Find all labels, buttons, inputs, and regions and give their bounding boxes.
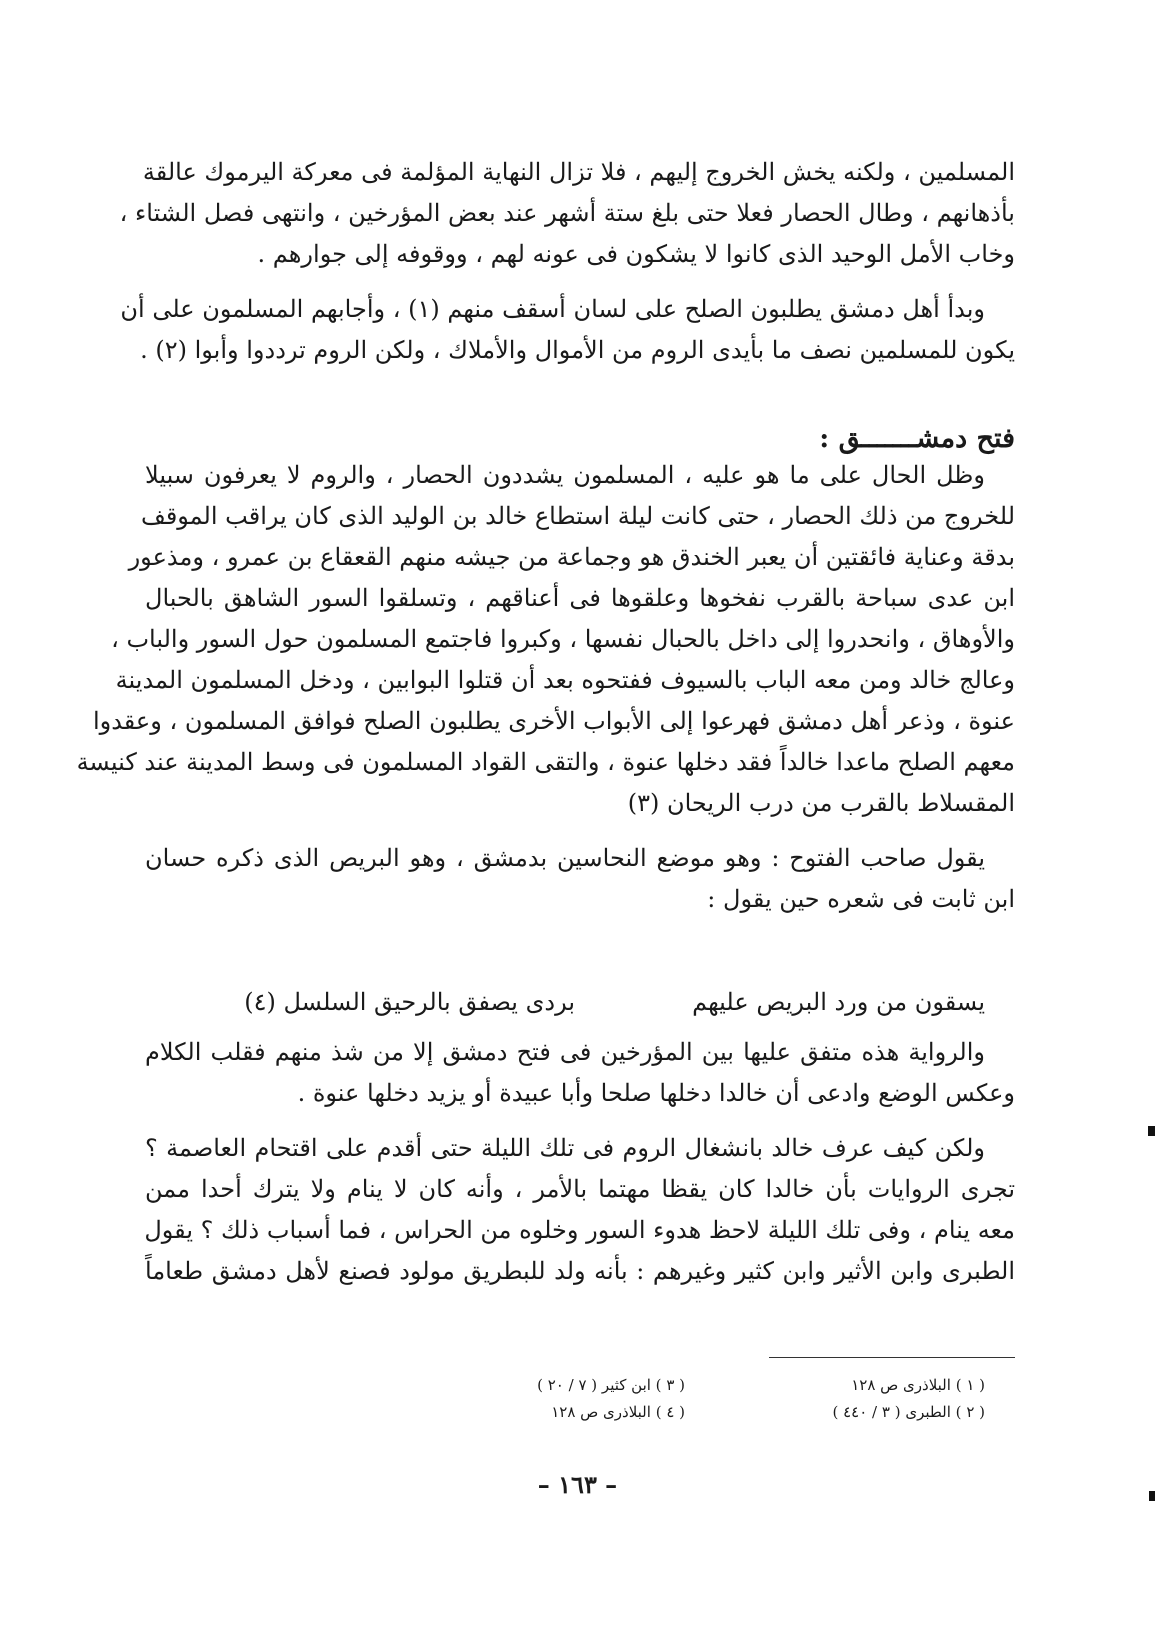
- verse-second-hemistich: بردى يصفق بالرحيق السلسل (٤): [244, 988, 575, 1016]
- scan-artifact: [1149, 1491, 1155, 1501]
- text-line: ولكن كيف عرف خالد بانشغال الروم فى تلك الليلة حتى أقدم على اقتحام العاصمة ؟: [145, 1134, 985, 1162]
- text-line: يكون للمسلمين نصف ما بأيدى الروم من الأموال والأملاك ، ولكن الروم ترددوا وأبوا (٢) .: [140, 336, 1015, 364]
- footnote-4: ( ٤ ) البلاذرى ص ١٢٨: [551, 1403, 685, 1421]
- text-line: للخروج من ذلك الحصار ، حتى كانت ليلة استطاع خالد بن الوليد الذى كان يراقب الموقف: [140, 502, 1015, 530]
- paragraph: [76, 455, 1015, 824]
- text-line: وبدأ أهل دمشق يطلبون الصلح على لسان أسقف منهم (١) ، وأجابهم المسلمون على أن: [120, 295, 985, 323]
- text-line: ابن عدى سباحة بالقرب نفخوها وعلقوها فى أعناقهم ، وتسلقوا السور الشاهق بالحبال: [145, 584, 1015, 612]
- footnote-2: ( ٢ ) الطبرى ( ٣ / ٤٤٠ ): [832, 1403, 985, 1421]
- section-heading: فتح دمشـــــــق :: [819, 423, 1015, 454]
- footnote-3: ( ٣ ) ابن كثير ( ٧ / ٢٠ ): [537, 1376, 685, 1394]
- text-line: معهم الصلح ماعدا خالداً فقد دخلها عنوة ، والتقى القواد المسلمون فى وسط المدينة عند كنيسة: [76, 748, 1015, 776]
- text-line: وظل الحال على ما هو عليه ، المسلمون يشددون الحصار ، والروم لا يعرفون سبيلا: [145, 461, 985, 489]
- text-line: تجرى الروايات بأن خالدا كان يقظا مهتما بالأمر ، وأنه كان لا ينام ولا يترك أحدا ممن: [145, 1175, 1015, 1203]
- text-line: والأوهاق ، وانحدروا إلى داخل بالحبال نفسها ، وكبروا فاجتمع المسلمون حول السور والباب ،: [111, 625, 1015, 653]
- text-section-1: [119, 152, 1015, 371]
- text-line: المقسلاط بالقرب من درب الريحان (٣): [627, 789, 1015, 817]
- text-line: يقول صاحب الفتوح : وهو موضع النحاسين بدمشق ، وهو البريص الذى ذكره حسان: [145, 844, 985, 872]
- text-line: المسلمين ، ولكنه يخش الخروج إليهم ، فلا تزال النهاية المؤلمة فى معركة اليرموك عالقة: [142, 158, 1015, 186]
- text-line: بأذهانهم ، وطال الحصار فعلا حتى بلغ ستة أشهر عند بعض المؤرخين ، وانتهى فصل الشتاء ،: [119, 199, 1015, 227]
- paragraph: [145, 838, 1015, 920]
- text-line: والرواية هذه متفق عليها بين المؤرخين فى فتح دمشق إلا من شذ منهم فقلب الكلام: [145, 1038, 986, 1066]
- text-line: وعالج خالد ومن معه الباب بالسيوف ففتحوه بعد أن قتلوا البوابين ، ودخل المسلمون المدينة: [115, 666, 1015, 694]
- text-line: معه ينام ، وفى تلك الليلة لاحظ هدوء السور وخلوه من الحراس ، فما أسباب ذلك ؟ يقول: [144, 1216, 1015, 1244]
- scan-artifact: [1148, 1126, 1155, 1136]
- text-line: ابن ثابت فى شعره حين يقول :: [707, 885, 1015, 913]
- text-line: بدقة وعناية فائقتين أن يعبر الخندق هو وجماعة من جيشه منهم القعقاع بن عمرو ، ومذعور: [128, 543, 1015, 571]
- paragraph: [145, 1032, 1015, 1114]
- paragraph: [119, 152, 1015, 275]
- verse-first-hemistich: يسقون من ورد البريص عليهم: [692, 988, 985, 1016]
- footnote-1: ( ١ ) البلاذرى ص ١٢٨: [851, 1376, 985, 1394]
- text-line: وخاب الأمل الوحيد الذى كانوا لا يشكون فى عونه لهم ، ووقوفه إلى جوارهم .: [257, 240, 1015, 268]
- text-section-2: [76, 455, 1015, 920]
- text-line: الطبرى وابن الأثير وابن كثير وغيرهم : بأنه ولد للبطريق مولود فصنع لأهل دمشق طعاماً: [145, 1257, 1015, 1285]
- text-line: عنوة ، وذعر أهل دمشق فهرعوا إلى الأبواب الأخرى يطلبون الصلح فوافق المسلمون ، وعقدوا: [92, 707, 1015, 735]
- paragraph: [145, 1128, 1015, 1292]
- text-line: وعكس الوضع وادعى أن خالدا دخلها صلحا وأبا عبيدة أو يزيد دخلها عنوة .: [297, 1079, 1015, 1107]
- paragraph: [120, 289, 1015, 371]
- text-section-3: [145, 1032, 1015, 1292]
- page-number: – ١٦٣ –: [537, 1470, 618, 1499]
- footnote-divider: [769, 1357, 1015, 1358]
